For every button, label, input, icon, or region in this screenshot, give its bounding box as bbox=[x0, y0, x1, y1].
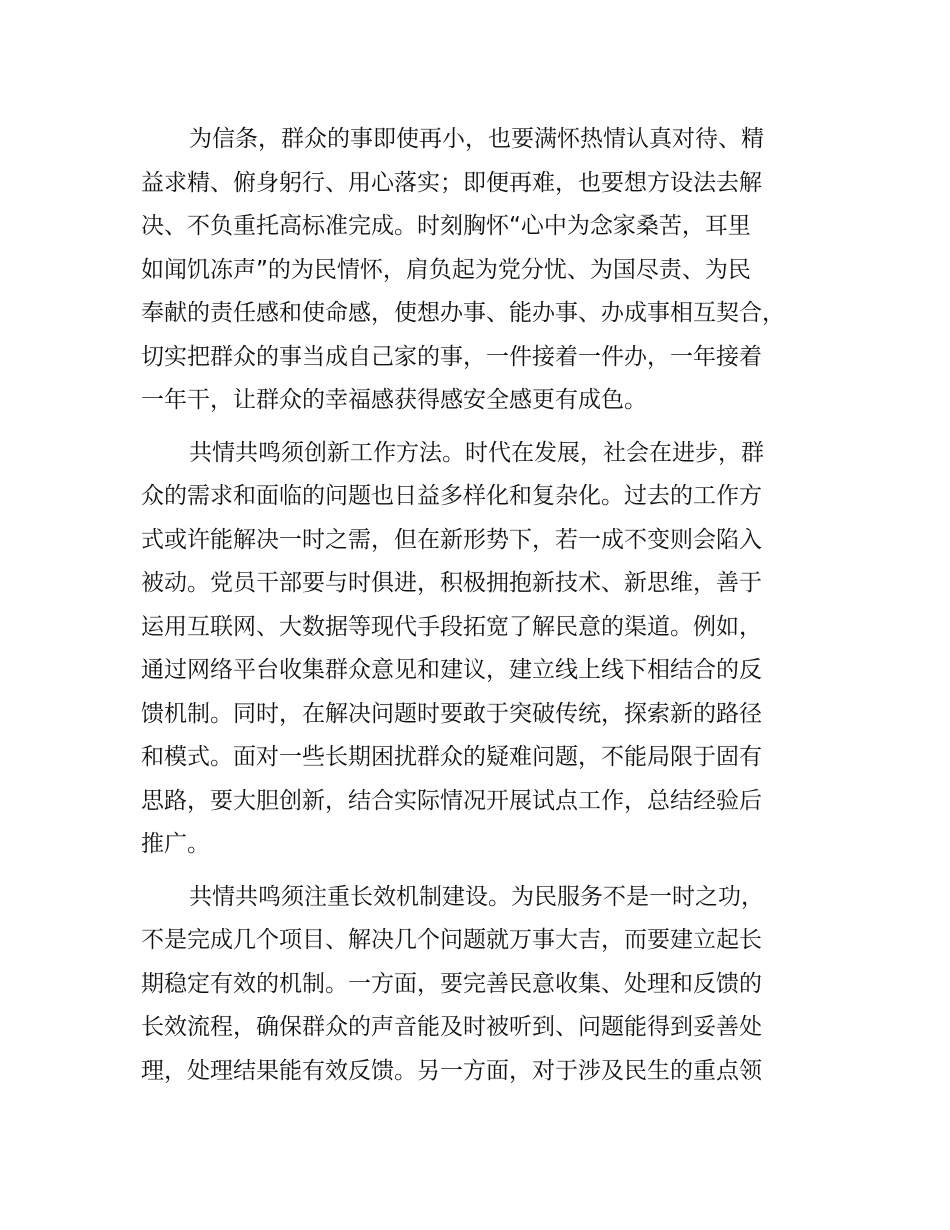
text-line: 长效流程，确保群众的声音能及时被听到、问题能得到妥善处 bbox=[141, 1014, 762, 1040]
text-line: 思路，要大胆创新，结合实际情况开展试点工作，总结经验后 bbox=[141, 787, 762, 814]
text-line: 众的需求和面临的问题也日益多样化和复杂化。过去的工作方 bbox=[141, 483, 762, 509]
text-line: 期稳定有效的机制。一方面，要完善民意收集、处理和反馈的 bbox=[141, 970, 762, 997]
text-line: 推广。 bbox=[141, 831, 210, 857]
text-line: 益求精、俯身躬行、用心落实；即便再难，也要想方设法去解 bbox=[141, 169, 762, 196]
text-line: 运用互联网、大数据等现代手段拓宽了解民意的渠道。例如， bbox=[141, 613, 762, 640]
text-line: 共情共鸣须注重长效机制建设。为民服务不是一时之功， bbox=[189, 883, 764, 910]
text-line: 切实把群众的事当成自己家的事，一件接着一件办，一年接着 bbox=[141, 343, 762, 370]
paragraph bbox=[141, 876, 831, 1094]
paragraph bbox=[141, 432, 831, 867]
text-line: 如闻饥冻声”的为民情怀，肩负起为党分忧、为国尽责、为民 bbox=[141, 256, 751, 283]
paragraph bbox=[141, 118, 831, 423]
text-line: 和模式。面对一些长期困扰群众的疑难问题，不能局限于固有 bbox=[141, 744, 762, 770]
text-line: 决、不负重托高标准完成。时刻胸怀“心中为念家桑苦，耳里 bbox=[141, 213, 751, 239]
text-line: 一年干，让群众的幸福感获得感安全感更有成色。 bbox=[141, 387, 647, 413]
text-line: 通过网络平台收集群众意见和建议，建立线上线下相结合的反 bbox=[141, 657, 762, 683]
text-line: 为信条，群众的事即使再小，也要满怀热情认真对待、精 bbox=[189, 126, 764, 152]
document-body bbox=[141, 118, 831, 1093]
text-line: 不是完成几个项目、解决几个问题就万事大吉，而要建立起长 bbox=[141, 927, 762, 953]
text-line: 理，处理结果能有效反馈。另一方面，对于涉及民生的重点领 bbox=[141, 1057, 762, 1084]
text-line: 被动。党员干部要与时俱进，积极拥抱新技术、新思维，善于 bbox=[141, 570, 762, 596]
text-line: 馈机制。同时，在解决问题时要敢于突破传统，探索新的路径 bbox=[141, 700, 762, 727]
text-line: 奉献的责任感和使命感，使想办事、能办事、办成事相互契合， bbox=[141, 300, 785, 326]
text-line: 共情共鸣须创新工作方法。时代在发展，社会在进步，群 bbox=[189, 439, 764, 466]
text-line: 式或许能解决一时之需，但在新形势下，若一成不变则会陷入 bbox=[141, 526, 762, 553]
